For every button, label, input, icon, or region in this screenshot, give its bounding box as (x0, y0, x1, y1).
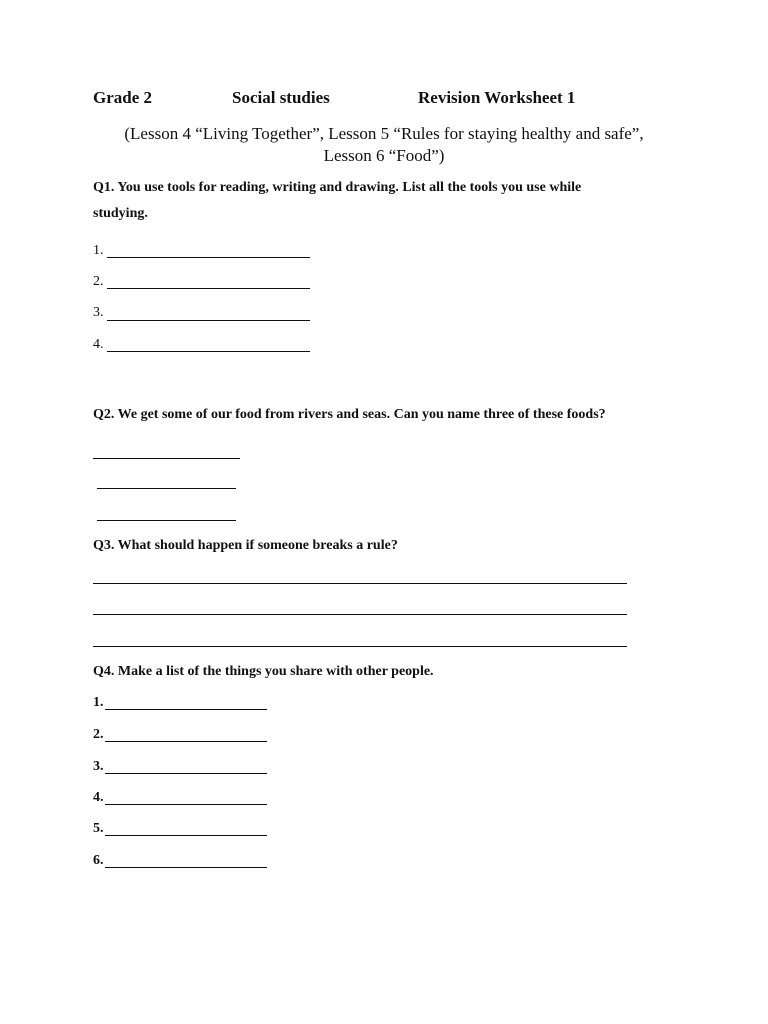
q4-item-number-6: 6. (93, 853, 104, 868)
q4-text: Q4. Make a list of the things you share with other people. (93, 664, 434, 679)
q1-item-number-2: 2. (93, 274, 104, 289)
lesson-subtitle-line1: (Lesson 4 “Living Together”, Lesson 5 “Rules for staying healthy and safe”, (124, 124, 644, 143)
q1-text-line2: studying. (93, 206, 148, 221)
q2-answer-line-3[interactable] (97, 520, 236, 521)
q4-answer-line-2[interactable] (105, 741, 267, 742)
q4-item-number-3: 3. (93, 759, 104, 774)
q1-item-number-1: 1. (93, 243, 104, 258)
q2-answer-line-1[interactable] (93, 458, 240, 459)
q3-answer-line-1[interactable] (93, 583, 627, 584)
q4-item-number-1: 1. (93, 695, 104, 710)
q3-answer-line-2[interactable] (93, 614, 627, 615)
q4-answer-line-1[interactable] (105, 709, 267, 710)
grade-label: Grade 2 (93, 88, 153, 107)
q1-answer-line-3[interactable] (107, 320, 310, 321)
q4-answer-line-4[interactable] (105, 804, 267, 805)
q4-answer-line-3[interactable] (105, 773, 267, 774)
worksheet-title: Revision Worksheet 1 (418, 88, 576, 107)
q2-text: Q2. We get some of our food from rivers and seas. Can you name three of these foods? (93, 407, 606, 422)
q3-text: Q3. What should happen if someone breaks a rule? (93, 538, 398, 553)
q4-item-number-2: 2. (93, 727, 104, 742)
q3-answer-line-3[interactable] (93, 646, 627, 647)
lesson-subtitle-line2: Lesson 6 “Food”) (323, 146, 445, 165)
q1-text-line1: Q1. You use tools for reading, writing and drawing. List all the tools you use while (93, 180, 582, 195)
q1-answer-line-2[interactable] (107, 288, 310, 289)
q1-item-number-3: 3. (93, 305, 104, 320)
q4-item-number-5: 5. (93, 821, 104, 836)
q1-answer-line-1[interactable] (107, 257, 310, 258)
q2-answer-line-2[interactable] (97, 488, 236, 489)
q4-answer-line-6[interactable] (105, 867, 267, 868)
subject-label: Social studies (232, 88, 330, 107)
q1-answer-line-4[interactable] (107, 351, 310, 352)
q4-answer-line-5[interactable] (105, 835, 267, 836)
q4-item-number-4: 4. (93, 790, 104, 805)
q1-item-number-4: 4. (93, 337, 104, 352)
